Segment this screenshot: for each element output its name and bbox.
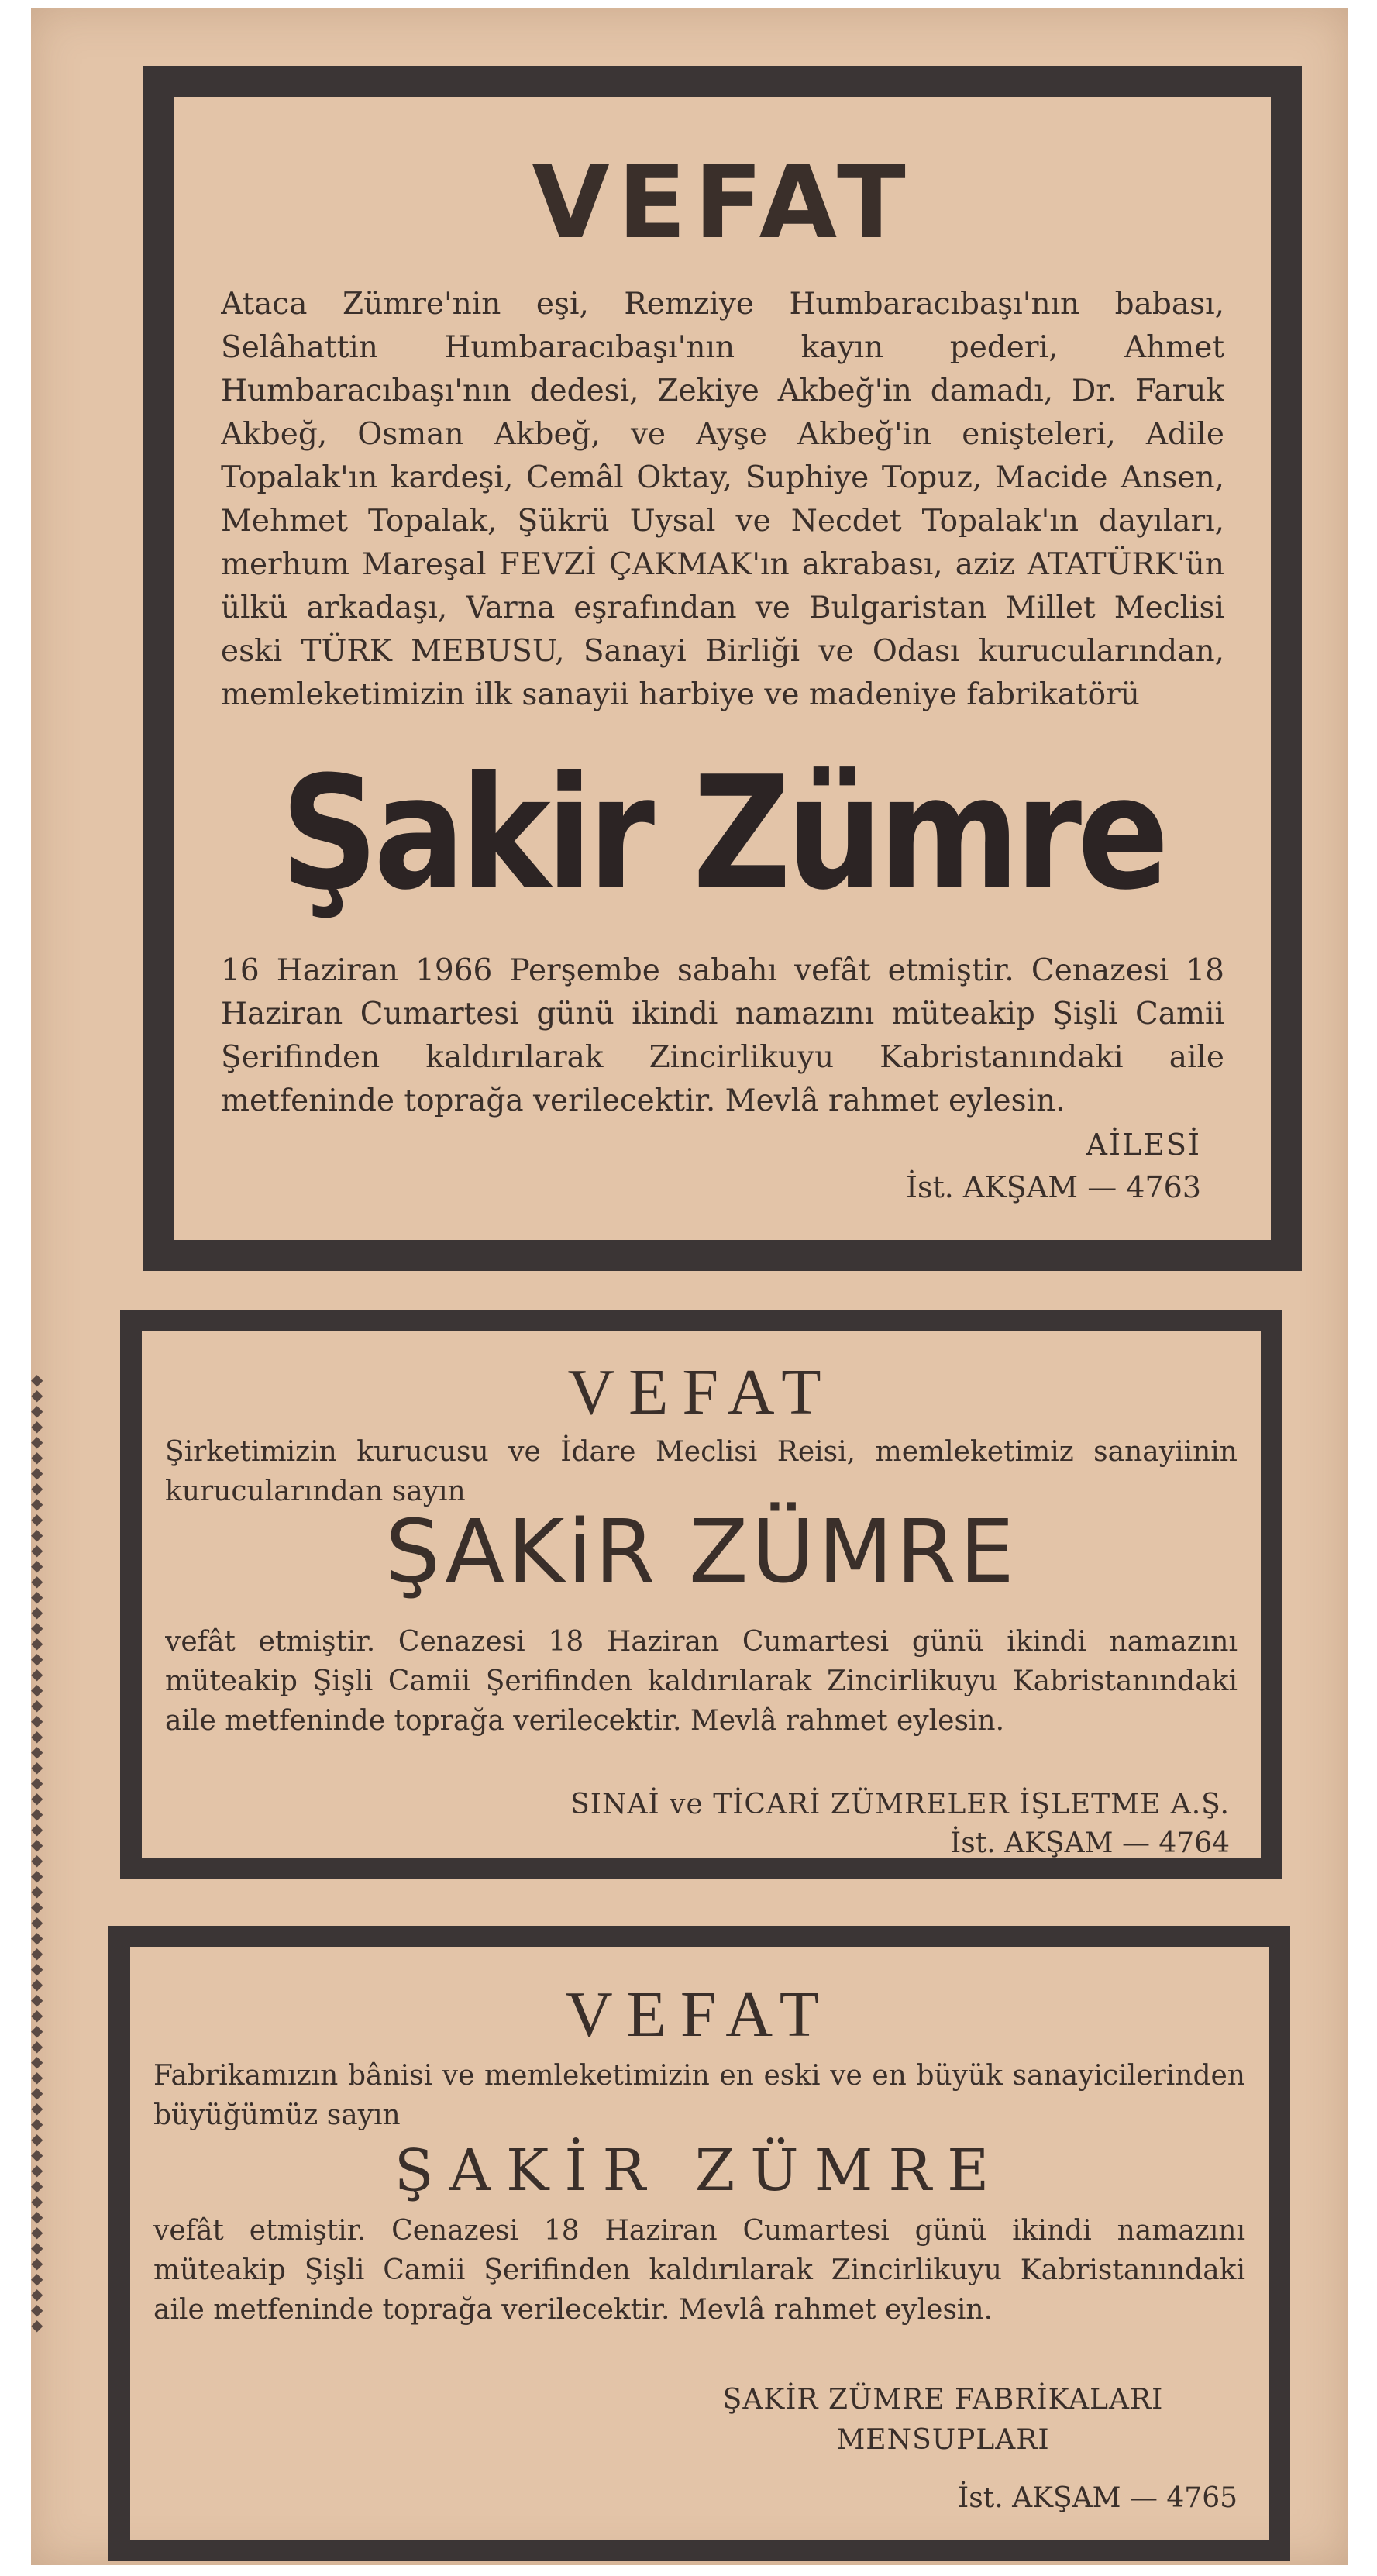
notice-heading: VEFAT — [567, 1356, 835, 1428]
notice-intro: Şirketimizin kurucusu ve İdare Meclisi Reisi, memleketimiz sanayiinin kurucularından sayın — [165, 1436, 1238, 1507]
deceased-name: ŞAKİR ZÜMRE — [394, 2137, 1005, 2204]
notice-heading: VEFAT — [532, 143, 914, 261]
deceased-name: Şakir Zümre — [281, 743, 1165, 925]
notice-body: vefât etmiştir. Cenazesi 18 Haziran Cumartesi günü ikindi namazını müteakip Şişli Camii Şerifinden kaldırılarak Zincirlikuyu Kabristanındaki aile metfeninde toprağa verilecektir. Mevlâ rahmet eylesin. — [165, 1626, 1238, 1737]
notice-heading: VEFAT — [565, 1978, 834, 2051]
newspaper-clipping — [31, 8, 1348, 2565]
obituary-notice-company — [120, 1310, 1282, 1879]
obituary-notice-factory-staff — [108, 1926, 1290, 2561]
notice-reference: İst. AKŞAM — 4765 — [958, 2482, 1238, 2514]
notice-intro: Fabrikamızın bânisi ve memleketimizin en eski ve en büyük sanayicilerinden büyüğümüz sayın — [153, 2060, 1245, 2131]
notice-signature: SINAİ ve TİCARİ ZÜMRELER İŞLETME A.Ş. — [570, 1789, 1230, 1820]
notice-signature: AİLESİ — [1086, 1128, 1201, 1162]
notice-body: vefât etmiştir. Cenazesi 18 Haziran Cumartesi günü ikindi namazını müteakip Şişli Camii Şerifinden kaldırılarak Zincirlikuyu Kabristanındaki aile metfeninde toprağa verilecektir. Mevlâ rahmet eylesin. — [153, 2215, 1245, 2326]
deceased-name: ŞAKiR ZÜMRE — [385, 1502, 1017, 1603]
obituary-notice-family — [143, 66, 1302, 1271]
notice-intro: Ataca Zümre'nin eşi, Remziye Humbaracıbaşı'nın babası, Selâhattin Humbaracıbaşı'nın kayın pederi, Ahmet Humbaracıbaşı'nın dedesi, Zekiye Akbeğ'in damadı, Dr. Faruk Akbeğ, Osman Akbeğ, ve Ayşe Akbeğ'in enişteleri, Adile Topalak'ın kardeşi, Cemâl Oktay, Suphiye Topuz, Macide Ansen, Mehmet Topalak, Şükrü Uysal ve Necdet Topalak'ın dayıları, merhum Mareşal FEVZİ ÇAKMAK'ın akrabası, aziz ATATÜRK'ün ülkü arkadaşı, Varna eşrafından ve Bulgaristan Millet Meclisi eski TÜRK MEBUSU, Sanayi Birliği ve Odası kurucularından, memleketimizin ilk sanayii harbiye ve madeniye fabrikatörü — [221, 287, 1224, 712]
notice-body: 16 Haziran 1966 Perşembe sabahı vefât etmiştir. Cenazesi 18 Haziran Cumartesi günü ikindi namazını müteakip Şişli Camii Şerifinden kaldırılarak Zincirlikuyu Kabristanındaki aile metfeninde toprağa verilecektir. Mevlâ rahmet eylesin. — [221, 953, 1224, 1118]
notice-signature: ŞAKİR ZÜMRE FABRİKALARI MENSUPLARI — [722, 2384, 1164, 2456]
edge-ornament: ◆◆◆◆◆◆◆◆◆◆◆◆◆◆◆◆◆◆◆◆◆◆◆◆◆◆◆◆◆◆◆◆◆◆◆◆◆◆◆◆◆◆◆◆◆◆◆◆◆◆◆◆◆◆◆◆◆◆◆◆◆◆ — [31, 1372, 43, 2334]
notice-reference: İst. AKŞAM — 4764 — [950, 1827, 1230, 1859]
notice-reference: İst. AKŞAM — 4763 — [905, 1170, 1201, 1204]
